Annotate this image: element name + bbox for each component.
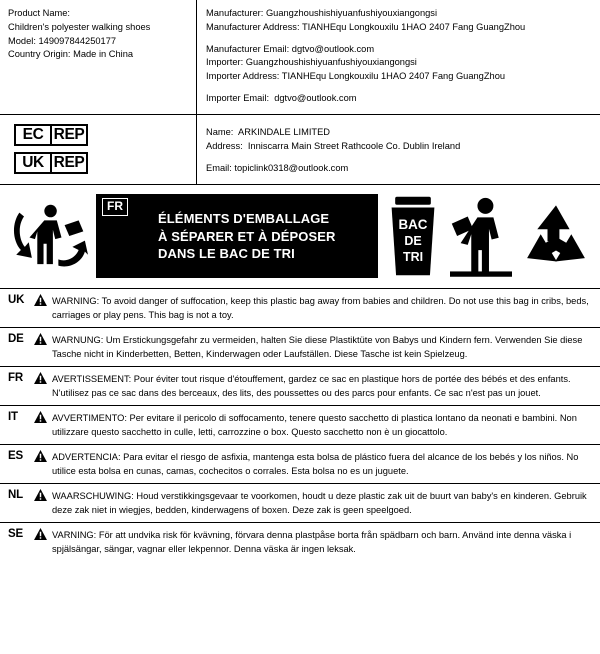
fr-language-tag: FR	[102, 198, 128, 216]
authorized-representative-row	[0, 115, 600, 185]
warning-row-es	[0, 445, 600, 484]
warning-text: WARNUNG: Um Erstickungsgefahr zu vermeiden, halten Sie diese Plastiktüte von Babys und Kindern fern. Verwenden Sie diese Tasche nicht in Kinderbetten, Betten, Kinderwagen oder Laufställen. Diese Tasche ist kein Spielzeug.	[52, 334, 583, 360]
manufacturer-name: Manufacturer: Guangzhoushishiyuanfushiyouxiangongsi	[206, 8, 438, 18]
warning-triangle-icon	[34, 527, 50, 540]
warning-triangle-icon	[34, 293, 50, 306]
triman-icon	[8, 197, 90, 275]
warning-language-code: DE	[8, 332, 24, 345]
product-name-label: Product Name:	[8, 8, 71, 18]
spacer	[206, 153, 594, 161]
warning-triangle-icon	[34, 371, 50, 384]
manufacturer-email: Manufacturer Email: dgtvo@outlook.com	[206, 43, 375, 54]
fr-sorting-instruction-panel	[96, 194, 378, 278]
recycling-bin-icon	[384, 195, 442, 277]
ec-rep-badge-region: EC	[16, 126, 52, 144]
warning-row-it	[0, 406, 600, 445]
fr-sorting-instruction-text	[158, 210, 336, 261]
product-model: Model: 149097844250177	[8, 35, 117, 46]
rep-address: Address: Inniscarra Main Street Rathcoole Co. Dublin Ireland	[206, 140, 461, 151]
warning-triangle-icon	[34, 410, 50, 423]
warning-language-code: ES	[8, 449, 23, 462]
rep-name: Name: ARKINDALE LIMITED	[206, 126, 330, 137]
warning-text: WAARSCHUWING: Houd verstikkingsgevaar te voorkomen, houdt u deze plastic zak uit de buurt van baby's en kinderen. Gebruik deze zak niet in wiegjes, bedden, kinderwagens of boxen. Deze zak is geen speelgoed.	[52, 490, 587, 516]
warning-language-code: FR	[8, 371, 23, 384]
warning-language-code: IT	[8, 410, 18, 423]
warning-text: AVVERTIMENTO: Per evitare il pericolo di soffocamento, tenere questo sacchetto di plastica lontano da neonati e bambini. Non utilizzare questo sacchetto in culle, letti, carrozzine o box. Questo sacchetto non è un giocattolo.	[52, 412, 577, 438]
product-details-cell	[0, 0, 196, 114]
importer-name: Importer: Guangzhoushishiyuanfushiyouxiangongsi	[206, 57, 417, 68]
mobius-recycling-loop-icon	[520, 201, 592, 271]
product-name-value: Children's polyester walking shoes	[8, 21, 151, 32]
warning-text: AVERTISSEMENT: Pour éviter tout risque d'étouffement, gardez ce sac en plastique hors de portée des bébés et des enfants. N'utilisez pas ce sac dans des berceaux, des lits, des poussettes ou des parcs pour enfants. Ce sac n'est pas un jouet.	[52, 373, 571, 399]
ec-rep-badge-type: REP	[53, 125, 85, 143]
uk-rep-badge-type: REP	[53, 153, 85, 171]
product-info-table	[0, 0, 600, 115]
warning-row-se	[0, 523, 600, 561]
rep-badges-cell	[0, 115, 196, 184]
svg-text:DE: DE	[404, 234, 422, 249]
product-country-origin: Country Origin: Made in China	[8, 49, 134, 60]
warning-triangle-icon	[34, 449, 50, 462]
warning-row-uk	[0, 289, 600, 328]
person-disposing-waste-icon	[448, 194, 514, 278]
svg-text:TRI: TRI	[402, 250, 424, 265]
svg-text:BAC: BAC	[398, 217, 428, 233]
warning-language-code: UK	[8, 293, 25, 306]
warning-triangle-icon	[34, 488, 50, 501]
fr-line-3: DANS LE BAC DE TRI	[158, 245, 295, 261]
warning-triangle-icon	[34, 332, 50, 345]
manufacturer-importer-cell	[196, 0, 600, 114]
rep-email: Email: topiclink0318@outlook.com	[206, 163, 349, 174]
warning-text: WARNING: To avoid danger of suffocation, keep this plastic bag away from babies and children. Do not use this bag in cribs, beds, carriages or play pens. This bag is not a toy.	[52, 295, 589, 321]
warning-row-nl	[0, 484, 600, 523]
warning-language-code: SE	[8, 527, 23, 540]
warning-language-code: NL	[8, 488, 23, 501]
uk-rep-badge-region: UK	[16, 154, 52, 172]
spacer	[206, 84, 594, 92]
packaging-disposal-pictogram-band	[0, 185, 600, 289]
warning-row-fr	[0, 367, 600, 406]
spacer	[206, 35, 594, 43]
warning-text: VARNING: För att undvika risk för kvävning, förvara denna plastpåse borta från spädbarn och barn. Använd inte denna väska i spjälsängar, sängar, vagnar eller lekpennor. Denna väska är ingen leksak.	[52, 529, 572, 555]
rep-contact-cell	[196, 115, 600, 184]
manufacturer-address: Manufacturer Address: TIANHEqu Longkouxilu 1HAO 2407 Fang GuangZhou	[206, 21, 526, 32]
fr-line-2: À SÉPARER ET À DÉPOSER	[158, 228, 336, 244]
fr-line-1: ÉLÉMENTS D'EMBALLAGE	[158, 211, 330, 227]
ec-rep-badge	[14, 124, 88, 146]
warning-row-de	[0, 328, 600, 367]
importer-email: Importer Email: dgtvo@outlook.com	[206, 92, 357, 103]
uk-rep-badge	[14, 152, 88, 174]
warning-text: ADVERTENCIA: Para evitar el riesgo de asfixia, mantenga esta bolsa de plástico fuera del alcance de los bebés y los niños. No utilice esta bolsa en cunas, camas, cochecitos o corrales. Esta bolsa no es un juguete.	[52, 451, 579, 477]
importer-address: Importer Address: TIANHEqu Longkouxilu 1HAO 2407 Fang GuangZhou	[206, 71, 506, 81]
